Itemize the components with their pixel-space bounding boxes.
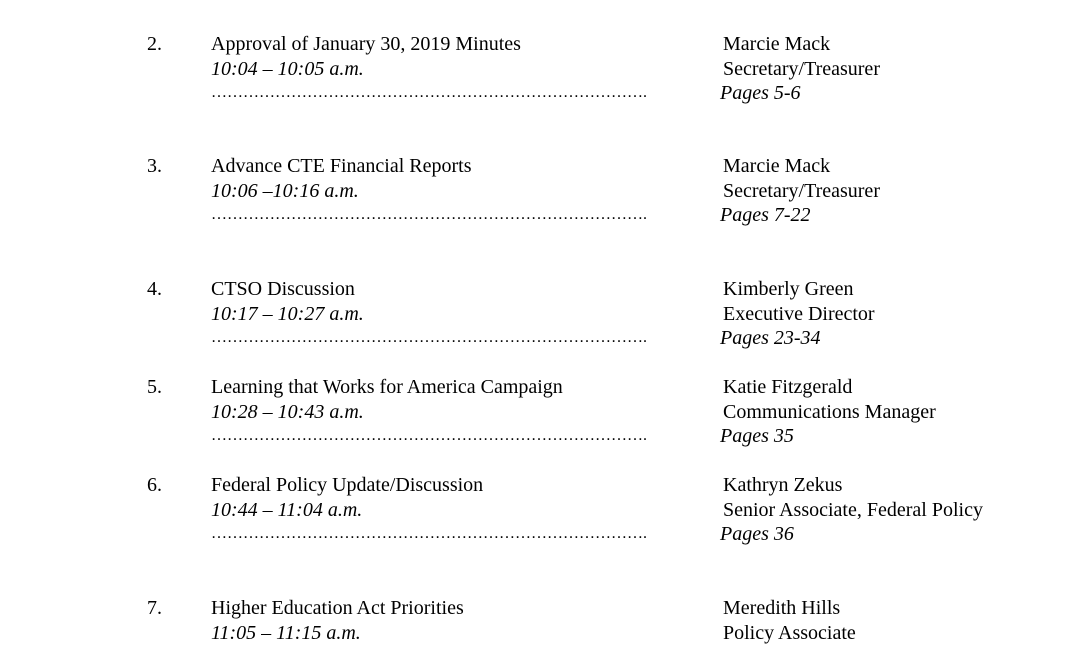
item-presenter: Kimberly Green [723, 278, 854, 300]
item-title: CTSO Discussion [211, 278, 355, 300]
item-pages: Pages 36 [720, 523, 794, 545]
item-presenter: Katie Fitzgerald [723, 376, 853, 398]
item-role: Communications Manager [723, 400, 936, 423]
agenda-item-6 [0, 473, 1088, 547]
dot-leader: ………………………………………………………………………. [211, 427, 647, 444]
item-number: 7. [147, 597, 162, 619]
item-number: 2. [147, 33, 162, 55]
item-pages: Pages 23-34 [720, 327, 821, 349]
item-presenter: Meredith Hills [723, 597, 841, 619]
agenda-item-7 [0, 596, 1088, 670]
dot-leader: ………………………………………………………………………. [211, 329, 647, 346]
item-number: 3. [147, 155, 162, 177]
item-role: Policy Associate [723, 621, 856, 644]
dot-leader: ………………………………………………………………………. [211, 525, 647, 542]
item-number: 5. [147, 376, 162, 398]
item-number: 6. [147, 474, 162, 496]
item-number: 4. [147, 278, 162, 300]
item-pages: Pages 7-22 [720, 204, 811, 226]
item-pages: Pages 5-6 [720, 82, 801, 104]
agenda-item-3 [0, 154, 1088, 228]
item-title: Approval of January 30, 2019 Minutes [211, 33, 521, 55]
item-time: 10:06 –10:16 a.m. [211, 179, 359, 202]
item-role: Secretary/Treasurer [723, 179, 880, 202]
dot-leader: ………………………………………………………………………. [211, 84, 647, 101]
item-pages: Pages 35 [720, 425, 794, 447]
item-time: 10:44 – 11:04 a.m. [211, 498, 363, 521]
item-title: Advance CTE Financial Reports [211, 155, 472, 177]
item-time: 11:05 – 11:15 a.m. [211, 621, 361, 644]
item-time: 10:28 – 10:43 a.m. [211, 400, 364, 423]
item-title: Federal Policy Update/Discussion [211, 474, 484, 496]
agenda-item-2 [0, 32, 1088, 106]
item-presenter: Marcie Mack [723, 33, 831, 55]
item-role: Secretary/Treasurer [723, 57, 880, 80]
item-time: 10:04 – 10:05 a.m. [211, 57, 364, 80]
item-presenter: Marcie Mack [723, 155, 831, 177]
item-time: 10:17 – 10:27 a.m. [211, 302, 364, 325]
dot-leader: ………………………………………………………………………. [211, 206, 647, 223]
item-role: Senior Associate, Federal Policy [723, 498, 983, 521]
item-title: Learning that Works for America Campaign [211, 376, 563, 398]
item-title: Higher Education Act Priorities [211, 597, 464, 619]
agenda-item-4 [0, 277, 1088, 351]
item-role: Executive Director [723, 302, 875, 325]
agenda-item-5 [0, 375, 1088, 449]
item-presenter: Kathryn Zekus [723, 474, 843, 496]
